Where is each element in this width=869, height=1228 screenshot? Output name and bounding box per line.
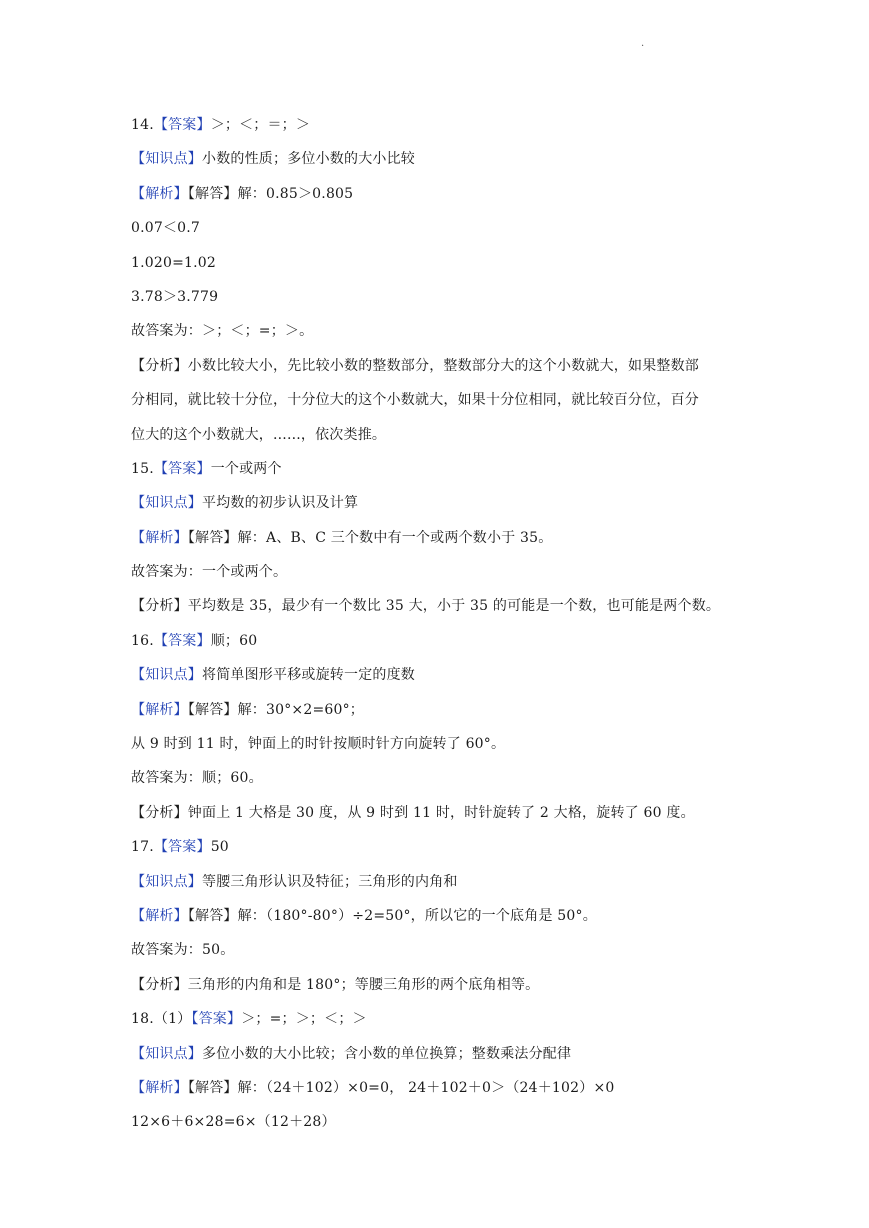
line-text: 17. bbox=[131, 839, 154, 856]
text-line bbox=[131, 830, 751, 864]
text-line bbox=[131, 452, 751, 486]
text-line bbox=[131, 865, 751, 899]
text-line bbox=[131, 727, 751, 761]
text-line bbox=[131, 693, 751, 727]
line-text: 【分析】平均数是 35，最少有一个数比 35 大，小于 35 的可能是一个数，也可能是两个数。 bbox=[131, 598, 721, 615]
section-tag: 【解析】 bbox=[131, 185, 188, 202]
text-line bbox=[131, 383, 751, 417]
section-tag: 【解析】 bbox=[131, 701, 188, 718]
section-tag: 【答案】 bbox=[191, 1011, 242, 1028]
section-tag: 【知识点】 bbox=[131, 151, 202, 168]
line-text: ＞；＜；＝；＞ bbox=[210, 117, 311, 133]
text-line bbox=[131, 555, 751, 589]
text-line bbox=[131, 624, 751, 658]
line-text: ＞；=；＞；＜；＞ bbox=[241, 1011, 367, 1028]
text-line bbox=[131, 349, 751, 383]
line-text: 3.78＞3.779 bbox=[131, 288, 219, 305]
section-tag: 【解析】 bbox=[131, 529, 188, 546]
text-line bbox=[131, 418, 751, 452]
line-text: 16. bbox=[131, 632, 154, 649]
line-text: 【分析】三角形的内角和是 180°；等腰三角形的两个底角相等。 bbox=[131, 976, 540, 993]
line-text: 【解答】解：（24＋102）×0=0， 24＋102＋0＞（24＋102）×0 bbox=[187, 1079, 615, 1096]
line-text: 一个或两个 bbox=[210, 460, 282, 477]
text-line bbox=[131, 1105, 751, 1139]
text-line bbox=[131, 589, 751, 623]
section-tag: 【知识点】 bbox=[131, 667, 202, 684]
text-line bbox=[131, 933, 751, 967]
section-tag: 【知识点】 bbox=[131, 1045, 202, 1062]
section-tag: 【答案】 bbox=[153, 117, 211, 133]
line-text: 平均数的初步认识及计算 bbox=[202, 495, 359, 512]
text-line bbox=[131, 658, 751, 692]
text-line bbox=[131, 1037, 751, 1071]
text-line bbox=[131, 246, 751, 280]
line-text: 【解答】解：30°×2=60°； bbox=[187, 701, 365, 718]
text-line bbox=[131, 486, 751, 520]
line-text: 【分析】钟面上 1 大格是 30 度，从 9 时到 11 时，时针旋转了 2 大格，旋转了 60 度。 bbox=[131, 804, 695, 821]
text-line bbox=[131, 211, 751, 245]
line-text: 小数的性质；多位小数的大小比较 bbox=[202, 151, 415, 168]
section-tag: 【知识点】 bbox=[131, 873, 202, 890]
text-line bbox=[131, 280, 751, 314]
line-text: 故答案为：50。 bbox=[131, 942, 235, 959]
line-text: 0.07＜0.7 bbox=[131, 220, 201, 237]
text-line bbox=[131, 899, 751, 933]
line-text: 将简单图形平移或旋转一定的度数 bbox=[202, 667, 415, 684]
line-text: 12×6＋6×28=6×（12＋28） bbox=[131, 1114, 336, 1131]
line-text: 【解答】解：（180°-80°）÷2=50°，所以它的一个底角是 50°。 bbox=[187, 907, 597, 924]
text-line bbox=[131, 796, 751, 830]
line-text: 故答案为：顺；60。 bbox=[131, 770, 263, 787]
text-line bbox=[131, 177, 751, 211]
section-tag: 【解析】 bbox=[131, 907, 188, 924]
section-tag: 【答案】 bbox=[153, 460, 211, 477]
line-text: 顺；60 bbox=[210, 632, 258, 649]
section-tag: 【解析】 bbox=[131, 1079, 188, 1096]
line-text: 等腰三角形认识及特征；三角形的内角和 bbox=[202, 873, 458, 890]
line-text: 【分析】小数比较大小，先比较小数的整数部分，整数部分大的这个小数就大，如果整数部 bbox=[131, 357, 699, 374]
line-text: 1.020=1.02 bbox=[131, 254, 216, 271]
line-text: 【解答】解：0.85＞0.805 bbox=[187, 185, 354, 202]
text-line bbox=[131, 142, 751, 176]
line-text: 14. bbox=[131, 117, 154, 133]
section-tag: 【答案】 bbox=[153, 839, 211, 856]
line-text: 从 9 时到 11 时，钟面上的时针按顺时针方向旋转了 60°。 bbox=[131, 736, 506, 753]
text-line bbox=[131, 314, 751, 348]
line-text: 15. bbox=[131, 460, 154, 477]
section-tag: 【答案】 bbox=[153, 632, 211, 649]
answer-document bbox=[131, 108, 751, 1140]
header-dot: . bbox=[641, 38, 645, 49]
line-text: 故答案为：一个或两个。 bbox=[131, 564, 288, 581]
line-text: 【解答】解：A、B、C 三个数中有一个或两个数小于 35。 bbox=[187, 529, 553, 546]
line-text: 18.（1） bbox=[131, 1011, 192, 1028]
line-text: 位大的这个小数就大，......，依次类推。 bbox=[131, 426, 387, 443]
text-line bbox=[131, 1002, 751, 1036]
text-line bbox=[131, 108, 751, 142]
text-line bbox=[131, 1071, 751, 1105]
text-line bbox=[131, 761, 751, 795]
section-tag: 【知识点】 bbox=[131, 495, 202, 512]
line-text: 多位小数的大小比较；含小数的单位换算；整数乘法分配律 bbox=[202, 1045, 572, 1062]
text-line bbox=[131, 968, 751, 1002]
text-line bbox=[131, 521, 751, 555]
line-text: 50 bbox=[210, 839, 229, 856]
line-text: 分相同，就比较十分位，十分位大的这个小数就大，如果十分位相同，就比较百分位，百分 bbox=[131, 392, 699, 409]
line-text: 故答案为：＞；＜；=；＞。 bbox=[131, 323, 314, 340]
